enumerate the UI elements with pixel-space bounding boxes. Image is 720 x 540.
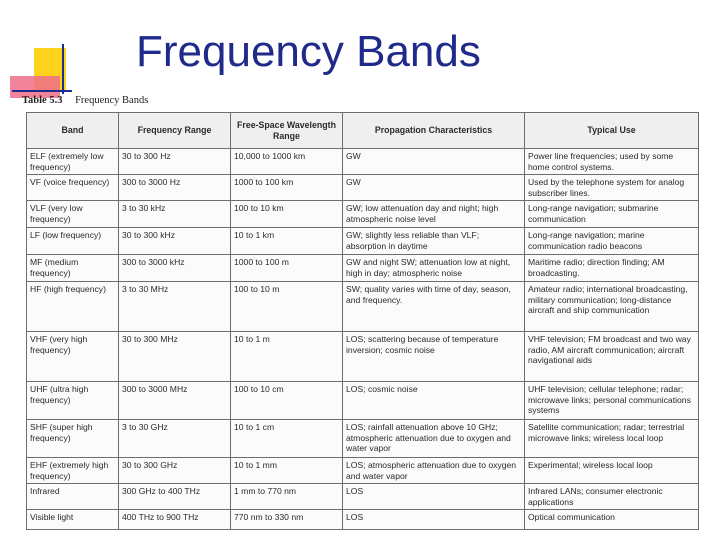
cell-propagation: LOS; cosmic noise [343, 382, 525, 420]
cell-band: VLF (very low frequency) [27, 201, 119, 228]
cell-frequency: 3 to 30 GHz [119, 420, 231, 458]
cell-band: UHF (ultra high frequency) [27, 382, 119, 420]
cell-wavelength: 10 to 1 km [231, 228, 343, 255]
cell-band: VF (voice frequency) [27, 175, 119, 201]
cell-wavelength: 10 to 1 m [231, 332, 343, 382]
cell-typical-use: Used by the telephone system for analog subscriber lines. [525, 175, 699, 201]
cell-frequency: 30 to 300 Hz [119, 149, 231, 175]
cell-frequency: 30 to 300 kHz [119, 228, 231, 255]
cell-band: Visible light [27, 510, 119, 530]
header-typical-use: Typical Use [525, 113, 699, 149]
cell-frequency: 300 GHz to 400 THz [119, 484, 231, 510]
cell-typical-use: Experimental; wireless local loop [525, 458, 699, 484]
cell-wavelength: 1000 to 100 km [231, 175, 343, 201]
cell-band: Infrared [27, 484, 119, 510]
cell-propagation: GW; low attenuation day and night; high atmospheric noise level [343, 201, 525, 228]
cell-band: HF (high frequency) [27, 282, 119, 332]
cell-frequency: 3 to 30 kHz [119, 201, 231, 228]
cell-frequency: 400 THz to 900 THz [119, 510, 231, 530]
cell-wavelength: 1000 to 100 m [231, 255, 343, 282]
decorative-horizontal-line [12, 90, 72, 92]
cell-wavelength: 10 to 1 cm [231, 420, 343, 458]
cell-wavelength: 10,000 to 1000 km [231, 149, 343, 175]
table-row [27, 382, 699, 420]
cell-wavelength: 100 to 10 km [231, 201, 343, 228]
cell-propagation: LOS; atmospheric attenuation due to oxygen and water vapor [343, 458, 525, 484]
cell-band: MF (medium frequency) [27, 255, 119, 282]
cell-typical-use: Optical communication [525, 510, 699, 530]
decorative-vertical-line [62, 44, 64, 94]
cell-propagation: LOS; rainfall attenuation above 10 GHz; atmospheric attenuation due to oxygen and water vapor [343, 420, 525, 458]
header-band: Band [27, 113, 119, 149]
cell-wavelength: 100 to 10 m [231, 282, 343, 332]
cell-band: EHF (extremely high frequency) [27, 458, 119, 484]
cell-band: SHF (super high frequency) [27, 420, 119, 458]
table-row [27, 458, 699, 484]
cell-propagation: GW and night SW; attenuation low at night, high in day; atmospheric noise [343, 255, 525, 282]
cell-frequency: 300 to 3000 MHz [119, 382, 231, 420]
cell-typical-use: VHF television; FM broadcast and two way radio, AM aircraft communication; aircraft navigational aids [525, 332, 699, 382]
header-frequency-range: Frequency Range [119, 113, 231, 149]
table-row [27, 149, 699, 175]
cell-propagation: LOS [343, 510, 525, 530]
cell-band: LF (low frequency) [27, 228, 119, 255]
cell-frequency: 300 to 3000 Hz [119, 175, 231, 201]
table-row [27, 228, 699, 255]
frequency-bands-table [26, 112, 699, 530]
cell-typical-use: Maritime radio; direction finding; AM broadcasting. [525, 255, 699, 282]
cell-frequency: 300 to 3000 kHz [119, 255, 231, 282]
cell-typical-use: Long-range navigation; submarine communication [525, 201, 699, 228]
cell-frequency: 30 to 300 MHz [119, 332, 231, 382]
table-row [27, 484, 699, 510]
table-caption-text: Frequency Bands [75, 95, 149, 106]
header-propagation: Propagation Characteristics [343, 113, 525, 149]
table-row [27, 332, 699, 382]
cell-band: ELF (extremely low frequency) [27, 149, 119, 175]
slide-title: Frequency Bands [136, 27, 481, 76]
cell-typical-use: Amateur radio; international broadcasting, military communication; long-distance aircraft and ship communication [525, 282, 699, 332]
cell-propagation: GW; slightly less reliable than VLF; absorption in daytime [343, 228, 525, 255]
cell-propagation: GW [343, 175, 525, 201]
cell-propagation: LOS; scattering because of temperature inversion; cosmic noise [343, 332, 525, 382]
table-row [27, 510, 699, 530]
table-caption [22, 95, 148, 106]
cell-typical-use: Infrared LANs; consumer electronic applications [525, 484, 699, 510]
cell-propagation: SW; quality varies with time of day, season, and frequency. [343, 282, 525, 332]
table-number: Table 5.3 [22, 95, 63, 106]
cell-wavelength: 100 to 10 cm [231, 382, 343, 420]
table-row [27, 255, 699, 282]
cell-typical-use: Satellite communication; radar; terrestrial microwave links; wireless local loop [525, 420, 699, 458]
cell-frequency: 3 to 30 MHz [119, 282, 231, 332]
cell-wavelength: 770 nm to 330 nm [231, 510, 343, 530]
cell-frequency: 30 to 300 GHz [119, 458, 231, 484]
cell-band: VHF (very high frequency) [27, 332, 119, 382]
table-row [27, 420, 699, 458]
cell-typical-use: Long-range navigation; marine communication radio beacons [525, 228, 699, 255]
table-row [27, 175, 699, 201]
cell-wavelength: 10 to 1 mm [231, 458, 343, 484]
cell-propagation: LOS [343, 484, 525, 510]
table-header-row [27, 113, 699, 149]
cell-wavelength: 1 mm to 770 nm [231, 484, 343, 510]
cell-typical-use: UHF television; cellular telephone; radar; microwave links; personal communications systems [525, 382, 699, 420]
header-wavelength-range: Free-Space Wavelength Range [231, 113, 343, 149]
cell-propagation: GW [343, 149, 525, 175]
cell-typical-use: Power line frequencies; used by some home control systems. [525, 149, 699, 175]
table-row [27, 201, 699, 228]
table-row [27, 282, 699, 332]
